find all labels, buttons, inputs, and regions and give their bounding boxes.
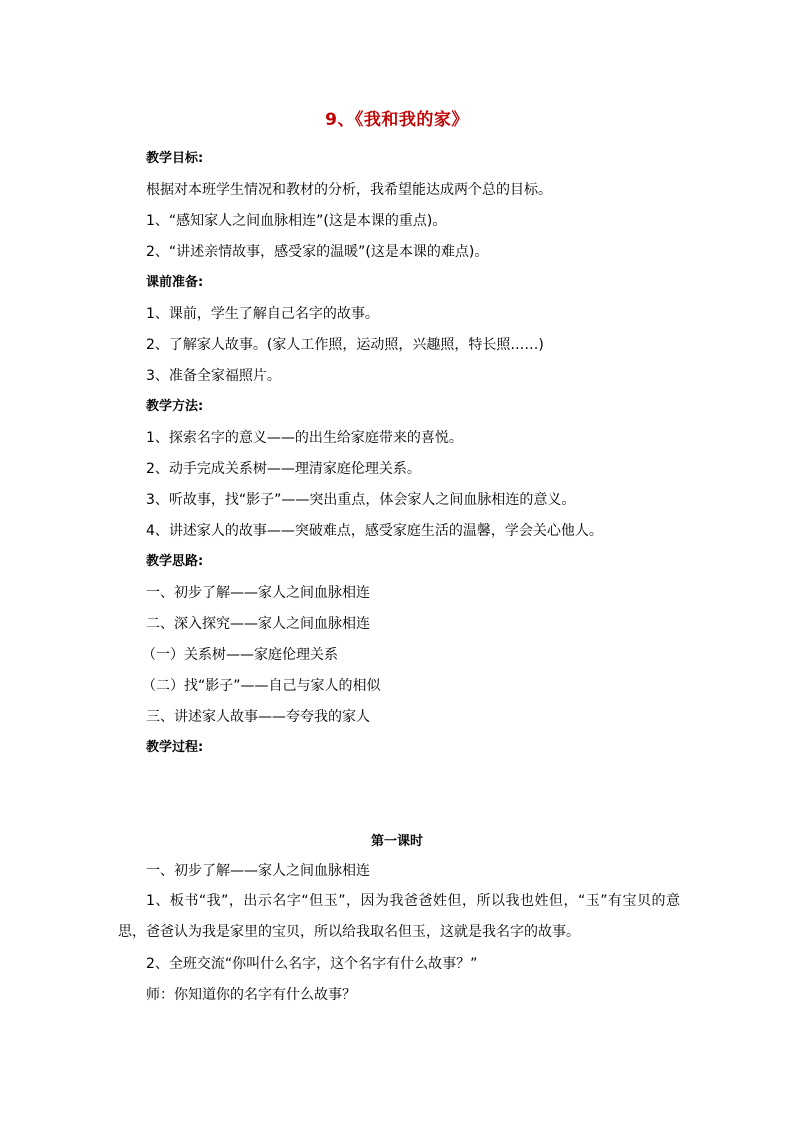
ideas-item: 二、深入探究——家人之间血脉相连 [146, 616, 370, 632]
ideas-item: 三、讲述家人故事——夸夸我的家人 [146, 709, 370, 725]
goals-item: 1、“感知家人之间血脉相连”(这是本课的重点)。 [146, 213, 447, 229]
methods-item: 4、讲述家人的故事——突破难点，感受家庭生活的温馨，学会关心他人。 [146, 523, 603, 539]
prep-item: 3、准备全家福照片。 [146, 368, 281, 384]
ideas-heading: 教学思路: [146, 554, 204, 569]
goals-item: 2、“讲述亲情故事，感受家的温暖”(这是本课的难点)。 [146, 244, 489, 260]
lesson-paragraph: 1、板书“我”，出示名字“但玉”，因为我爸爸姓但，所以我也姓但，“玉”有宝贝的意思，爸爸认为我是家里的宝贝，所以给我取名但玉，这就是我名字的故事。 [118, 893, 680, 940]
ideas-item: （一）关系树——家庭伦理关系 [142, 647, 338, 663]
lesson-heading: 第一课时 [370, 834, 423, 849]
ideas-item: （二）找“影子”——自己与家人的相似 [142, 678, 381, 694]
document-title: 9、《我和我的家》 [325, 110, 469, 130]
methods-item: 2、动手完成关系树——理清家庭伦理关系。 [146, 461, 421, 477]
goals-heading: 教学目标: [146, 151, 204, 166]
prep-item: 1、课前，学生了解自己名字的故事。 [146, 306, 379, 322]
methods-heading: 教学方法: [146, 399, 204, 414]
methods-item: 1、探索名字的意义——的出生给家庭带来的喜悦。 [146, 430, 463, 446]
prep-item: 2、了解家人故事。(家人工作照，运动照，兴趣照，特长照……) [146, 337, 544, 353]
lesson-paragraph: 2、全班交流“你叫什么名字，这个名字有什么故事？” [146, 956, 478, 972]
lesson-paragraph: 师：你知道你的名字有什么故事？ [146, 987, 356, 1003]
ideas-item: 一、初步了解——家人之间血脉相连 [146, 585, 370, 601]
lesson-section-heading: 一、初步了解——家人之间血脉相连 [146, 863, 370, 879]
process-heading: 教学过程: [146, 740, 204, 755]
goals-intro: 根据对本班学生情况和教材的分析，我希望能达成两个总的目标。 [146, 182, 552, 198]
methods-item: 3、听故事，找“影子”——突出重点，体会家人之间血脉相连的意义。 [146, 492, 576, 508]
prep-heading: 课前准备: [146, 275, 204, 290]
